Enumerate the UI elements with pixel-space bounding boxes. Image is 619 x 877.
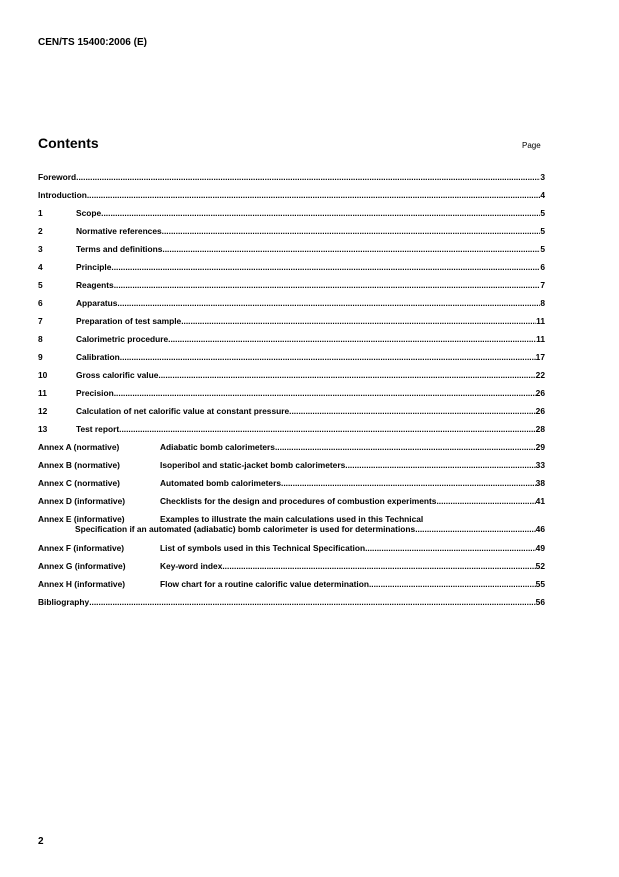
toc-title: Automated bomb calorimeters	[160, 478, 281, 488]
leader-dots	[111, 262, 540, 272]
toc-title: Isoperibol and static-jacket bomb calorimeters	[160, 460, 346, 470]
toc-title: Apparatus	[76, 298, 118, 308]
leader-dots	[222, 561, 535, 571]
leader-dots	[114, 388, 536, 398]
toc-title: Scope	[76, 208, 102, 218]
leader-dots	[289, 406, 536, 416]
toc-title: Calorimetric procedure	[76, 334, 169, 344]
leader-dots	[87, 190, 540, 200]
toc-entry-annex-e[interactable]	[38, 514, 545, 543]
toc-page: 41	[535, 496, 545, 506]
leader-dots	[89, 597, 535, 607]
toc-title: Examples to illustrate the main calculations used in this Technical	[160, 514, 424, 524]
toc-entry-normative-references[interactable]	[38, 226, 545, 244]
toc-entry-gross-calorific-value[interactable]	[38, 370, 545, 388]
leader-dots	[415, 524, 535, 534]
leader-dots	[162, 244, 540, 254]
toc-title: Calibration	[76, 352, 120, 362]
toc-entry-annex-h[interactable]	[38, 579, 545, 597]
leader-dots	[120, 352, 536, 362]
toc-page: 56	[535, 597, 545, 607]
annex-prefix: Annex E (informative)	[38, 514, 125, 524]
toc-title: Foreword	[38, 172, 77, 182]
toc-title: List of symbols used in this Technical Specification	[160, 543, 366, 553]
toc-entry-precision[interactable]	[38, 388, 545, 406]
toc-title: Preparation of test sample	[76, 316, 182, 326]
toc-page: 22	[535, 370, 545, 380]
toc-page: 38	[535, 478, 545, 488]
toc-page: 33	[535, 460, 545, 470]
toc-entry-principle[interactable]	[38, 262, 545, 280]
toc-number: 10	[38, 370, 48, 380]
toc-title: Bibliography	[38, 597, 90, 607]
toc-number: 2	[38, 226, 43, 236]
toc-title: Checklists for the design and procedures of combustion experiments	[160, 496, 437, 506]
leader-dots	[158, 370, 535, 380]
toc-title: Flow chart for a routine calorific value determination	[160, 579, 369, 589]
toc-title: Test report	[76, 424, 120, 434]
annex-prefix: Annex D (informative)	[38, 496, 126, 506]
annex-prefix: Annex G (informative)	[38, 561, 126, 571]
toc-page: 6	[540, 262, 545, 272]
toc-title: Terms and definitions	[76, 244, 163, 254]
toc-entry-net-calorific-value[interactable]	[38, 406, 545, 424]
toc-entry-annex-g[interactable]	[38, 561, 545, 579]
annex-prefix: Annex C (normative)	[38, 478, 120, 488]
leader-dots	[369, 579, 536, 589]
leader-dots	[114, 280, 541, 290]
toc-number: 8	[38, 334, 43, 344]
toc-page: 55	[535, 579, 545, 589]
toc-page: 11	[536, 316, 545, 326]
page-column-label: Page	[522, 141, 541, 150]
toc-entry-calibration[interactable]	[38, 352, 545, 370]
toc-number: 6	[38, 298, 43, 308]
toc-number: 7	[38, 316, 43, 326]
toc-number: 1	[38, 208, 43, 218]
toc-title: Key-word index	[160, 561, 223, 571]
toc-page: 5	[540, 208, 545, 218]
toc-number: 5	[38, 280, 43, 290]
toc-number: 11	[38, 388, 47, 398]
toc-title: Reagents	[76, 280, 114, 290]
toc-entry-bibliography[interactable]	[38, 597, 545, 615]
toc-page: 46	[535, 524, 545, 534]
contents-title: Contents	[38, 135, 99, 151]
toc-page: 4	[540, 190, 545, 200]
leader-dots	[436, 496, 535, 506]
toc-title: Precision	[76, 388, 114, 398]
toc-entry-annex-d[interactable]	[38, 496, 545, 514]
annex-prefix: Annex B (normative)	[38, 460, 120, 470]
toc-title: Adiabatic bomb calorimeters	[160, 442, 275, 452]
toc-page: 49	[535, 543, 545, 553]
toc-title: Normative references	[76, 226, 162, 236]
toc-title-continued: Specification if an automated (adiabatic) bomb calorimeter is used for determinations	[75, 524, 416, 534]
toc-title: Gross calorific value	[76, 370, 159, 380]
toc-page: 11	[536, 334, 545, 344]
toc-page: 29	[535, 442, 545, 452]
leader-dots	[345, 460, 535, 470]
toc-number: 13	[38, 424, 48, 434]
toc-page: 17	[535, 352, 545, 362]
annex-prefix: Annex H (informative)	[38, 579, 126, 589]
toc-page: 52	[535, 561, 545, 571]
toc-entry-reagents[interactable]	[38, 280, 545, 298]
leader-dots	[181, 316, 536, 326]
toc-entry-test-report[interactable]	[38, 424, 545, 442]
annex-prefix: Annex A (normative)	[38, 442, 120, 452]
leader-dots	[119, 424, 536, 434]
toc-page: 26	[535, 406, 545, 416]
toc-entry-terms-and-definitions[interactable]	[38, 244, 545, 262]
toc-entry-foreword[interactable]	[38, 172, 545, 190]
toc-title: Calculation of net calorific value at constant pressure	[76, 406, 290, 416]
document-header: CEN/TS 15400:2006 (E)	[38, 37, 147, 48]
toc-page: 8	[540, 298, 545, 308]
toc-title: Introduction	[38, 190, 87, 200]
toc-page: 26	[535, 388, 545, 398]
page-number: 2	[38, 836, 44, 847]
toc-entry-apparatus[interactable]	[38, 298, 545, 316]
toc-entry-annex-b[interactable]	[38, 460, 545, 478]
toc-number: 4	[38, 262, 43, 272]
leader-dots	[76, 172, 540, 182]
leader-dots	[365, 543, 536, 553]
toc-entry-preparation-of-test-sample[interactable]	[38, 316, 545, 334]
toc-number: 3	[38, 244, 43, 254]
annex-prefix: Annex F (informative)	[38, 543, 125, 553]
toc-page: 7	[540, 280, 545, 290]
table-of-contents	[38, 172, 545, 615]
leader-dots	[117, 298, 540, 308]
toc-entry-calorimetric-procedure[interactable]	[38, 334, 545, 352]
toc-number: 9	[38, 352, 43, 362]
leader-dots	[168, 334, 536, 344]
toc-entry-annex-f[interactable]	[38, 543, 545, 561]
toc-page: 28	[535, 424, 545, 434]
toc-title: Principle	[76, 262, 112, 272]
toc-entry-scope[interactable]	[38, 208, 545, 226]
leader-dots	[275, 442, 536, 452]
leader-dots	[162, 226, 541, 236]
toc-page: 3	[540, 172, 545, 182]
toc-number: 12	[38, 406, 48, 416]
toc-entry-annex-a[interactable]	[38, 442, 545, 460]
toc-entry-annex-c[interactable]	[38, 478, 545, 496]
toc-page: 5	[540, 226, 545, 236]
toc-page: 5	[540, 244, 545, 254]
toc-entry-introduction[interactable]	[38, 190, 545, 208]
leader-dots	[101, 208, 540, 218]
leader-dots	[281, 478, 536, 488]
